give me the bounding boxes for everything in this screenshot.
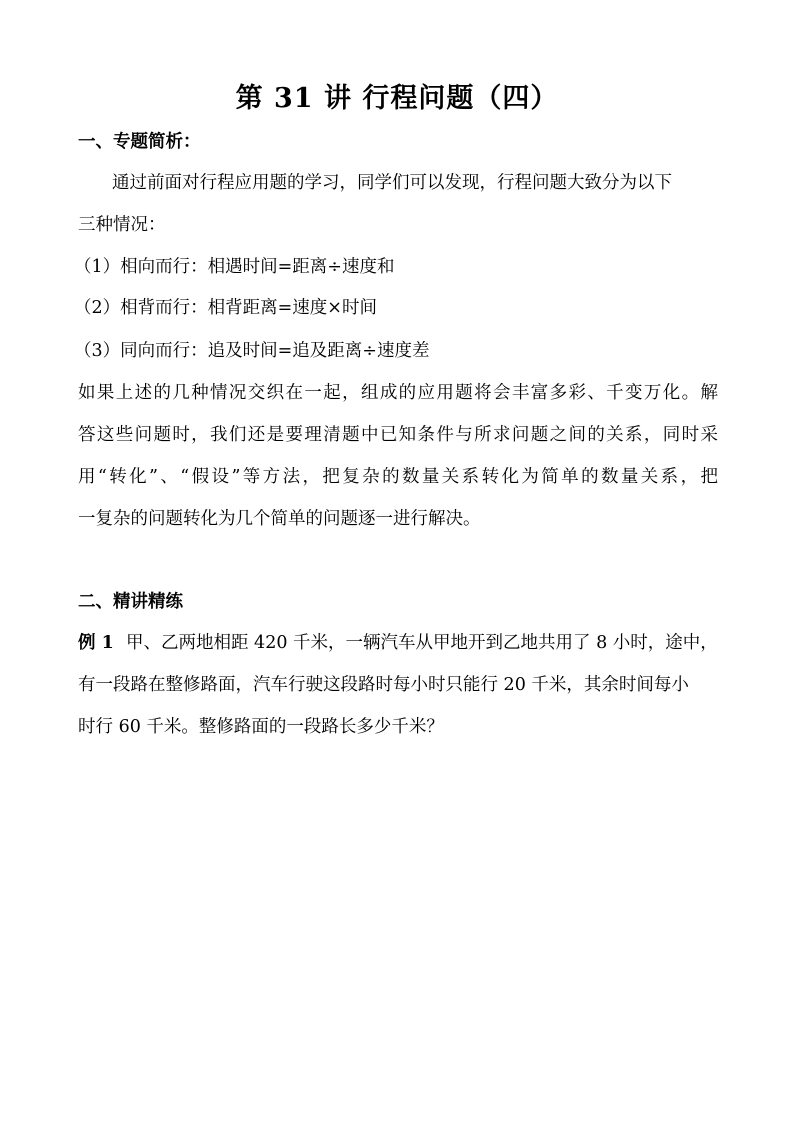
section2-heading: 二、精讲精练 bbox=[78, 592, 183, 612]
page-title: 第 31 讲 行程问题（四） bbox=[235, 83, 559, 114]
case-3: （3）同向而行：追及时间=追及距离÷速度差 bbox=[74, 341, 430, 361]
example1-line-1 bbox=[78, 629, 718, 654]
para-line-2: 答这些问题时，我们还是要理清题中已知条件与所求问题之间的关系，同时采 bbox=[78, 425, 718, 445]
intro-line-2: 三种情况： bbox=[78, 215, 166, 235]
example1-text-1: 甲、乙两地相距 420 千米，一辆汽车从甲地开到乙地共用了 8 小时，途中， bbox=[126, 633, 718, 653]
case-1: （1）相向而行：相遇时间=距离÷速度和 bbox=[74, 257, 395, 277]
section1-heading: 一、专题简析： bbox=[78, 132, 201, 152]
case-2: （2）相背而行：相背距离=速度×时间 bbox=[74, 298, 377, 318]
example1-line-3: 时行 60 千米。整修路面的一段路长多少千米？ bbox=[78, 717, 444, 737]
para-line-1: 如果上述的几种情况交织在一起，组成的应用题将会丰富多彩、千变万化。解 bbox=[78, 383, 718, 403]
para-line-4: 一复杂的问题转化为几个简单的问题逐一进行解决。 bbox=[78, 509, 481, 529]
example1-line-2: 有一段路在整修路面，汽车行驶这段路时每小时只能行 20 千米，其余时间每小 bbox=[78, 675, 689, 695]
para-line-3: 用“转化”、“假设”等方法，把复杂的数量关系转化为简单的数量关系，把 bbox=[78, 467, 718, 487]
example1-label: 例 1 bbox=[78, 633, 114, 653]
intro-line-1: 通过前面对行程应用题的学习，同学们可以发现，行程问题大致分为以下 bbox=[112, 173, 672, 193]
